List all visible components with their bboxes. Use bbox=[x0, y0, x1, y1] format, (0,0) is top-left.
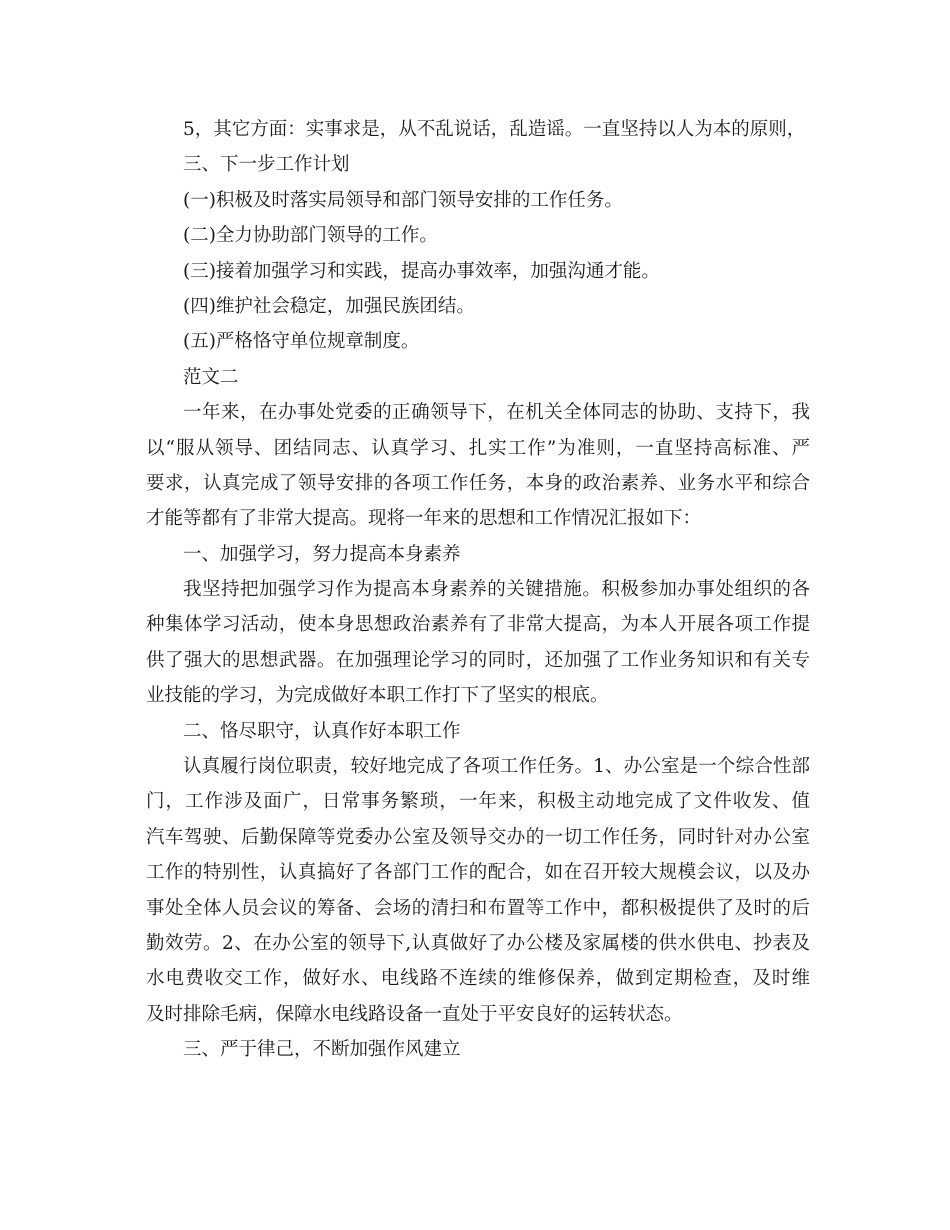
text-line: 我坚持把加强学习作为提高本身素养的关键措施。积极参加办事处组织的各 bbox=[183, 579, 810, 601]
section-heading: 三、下一步工作计划 bbox=[183, 154, 350, 176]
list-item: (二)全力协助部门领导的工作。 bbox=[183, 225, 438, 247]
text-line: 供了强大的思想武器。在加强理论学习的同时，还加强了工作业务知识和有关专 bbox=[146, 649, 810, 671]
sample-title: 范文二 bbox=[183, 366, 239, 388]
list-item: (三)接着加强学习和实践，提高办事效率，加强沟通才能。 bbox=[183, 260, 660, 282]
text-line: 及时排除毛病，保障水电线路设备一直处于平安良好的运转状态。 bbox=[146, 1003, 683, 1025]
section-heading: 一、加强学习，努力提高本身素养 bbox=[183, 543, 461, 565]
text-line: 才能等都有了非常大提高。现将一年来的思想和工作情况汇报如下： bbox=[146, 508, 702, 530]
text-line: 水电费收交工作，做好水、电线路不连续的维修保养，做到定期检查，及时维 bbox=[146, 968, 810, 990]
text-line: 勤效劳。2、在办公室的领导下,认真做好了办公楼及家属楼的供水供电、抄表及 bbox=[146, 932, 810, 954]
list-item: (五)严格恪守单位规章制度。 bbox=[183, 331, 420, 353]
text-line: 种集体学习活动，使本身思想政治素养有了非常大提高，为本人开展各项工作提 bbox=[146, 614, 810, 636]
text-line: 认真履行岗位职责，较好地完成了各项工作任务。1、办公室是一个综合性部 bbox=[183, 756, 810, 778]
text-line: 业技能的学习，为完成做好本职工作打下了坚实的根底。 bbox=[146, 685, 609, 707]
document-body bbox=[146, 112, 810, 1068]
text-line: 一年来，在办事处党委的正确领导下，在机关全体同志的协助、支持下，我 bbox=[183, 402, 810, 424]
list-item: (四)维护社会稳定，加强民族团结。 bbox=[183, 295, 475, 317]
section-heading: 三、严于律己，不断加强作风建立 bbox=[183, 1039, 461, 1061]
text-line: 工作的特别性，认真搞好了各部门工作的配合，如在召开较大规模会议，以及办 bbox=[146, 862, 810, 884]
section-heading: 二、恪尽职守，认真作好本职工作 bbox=[183, 720, 461, 742]
text-line: 门，工作涉及面广，日常事务繁琐，一年来，积极主动地完成了文件收发、值 bbox=[146, 791, 810, 813]
text-line: 要求，认真完成了领导安排的各项工作任务，本身的政治素养、业务水平和综合 bbox=[146, 472, 810, 494]
text-line: 5，其它方面：实事求是，从不乱说话，乱造谣。一直坚持以人为本的原则， bbox=[183, 119, 806, 140]
text-line: 汽车驾驶、后勤保障等党委办公室及领导交办的一切工作任务，同时针对办公室 bbox=[146, 826, 810, 848]
text-line: 事处全体人员会议的筹备、会场的清扫和布置等工作中，都积极提供了及时的后 bbox=[146, 897, 810, 919]
list-item: (一)积极及时落实局领导和部门领导安排的工作任务。 bbox=[183, 189, 623, 211]
text-line: 以“服从领导、团结同志、认真学习、扎实工作”为准则，一直坚持高标准、严 bbox=[146, 437, 810, 459]
